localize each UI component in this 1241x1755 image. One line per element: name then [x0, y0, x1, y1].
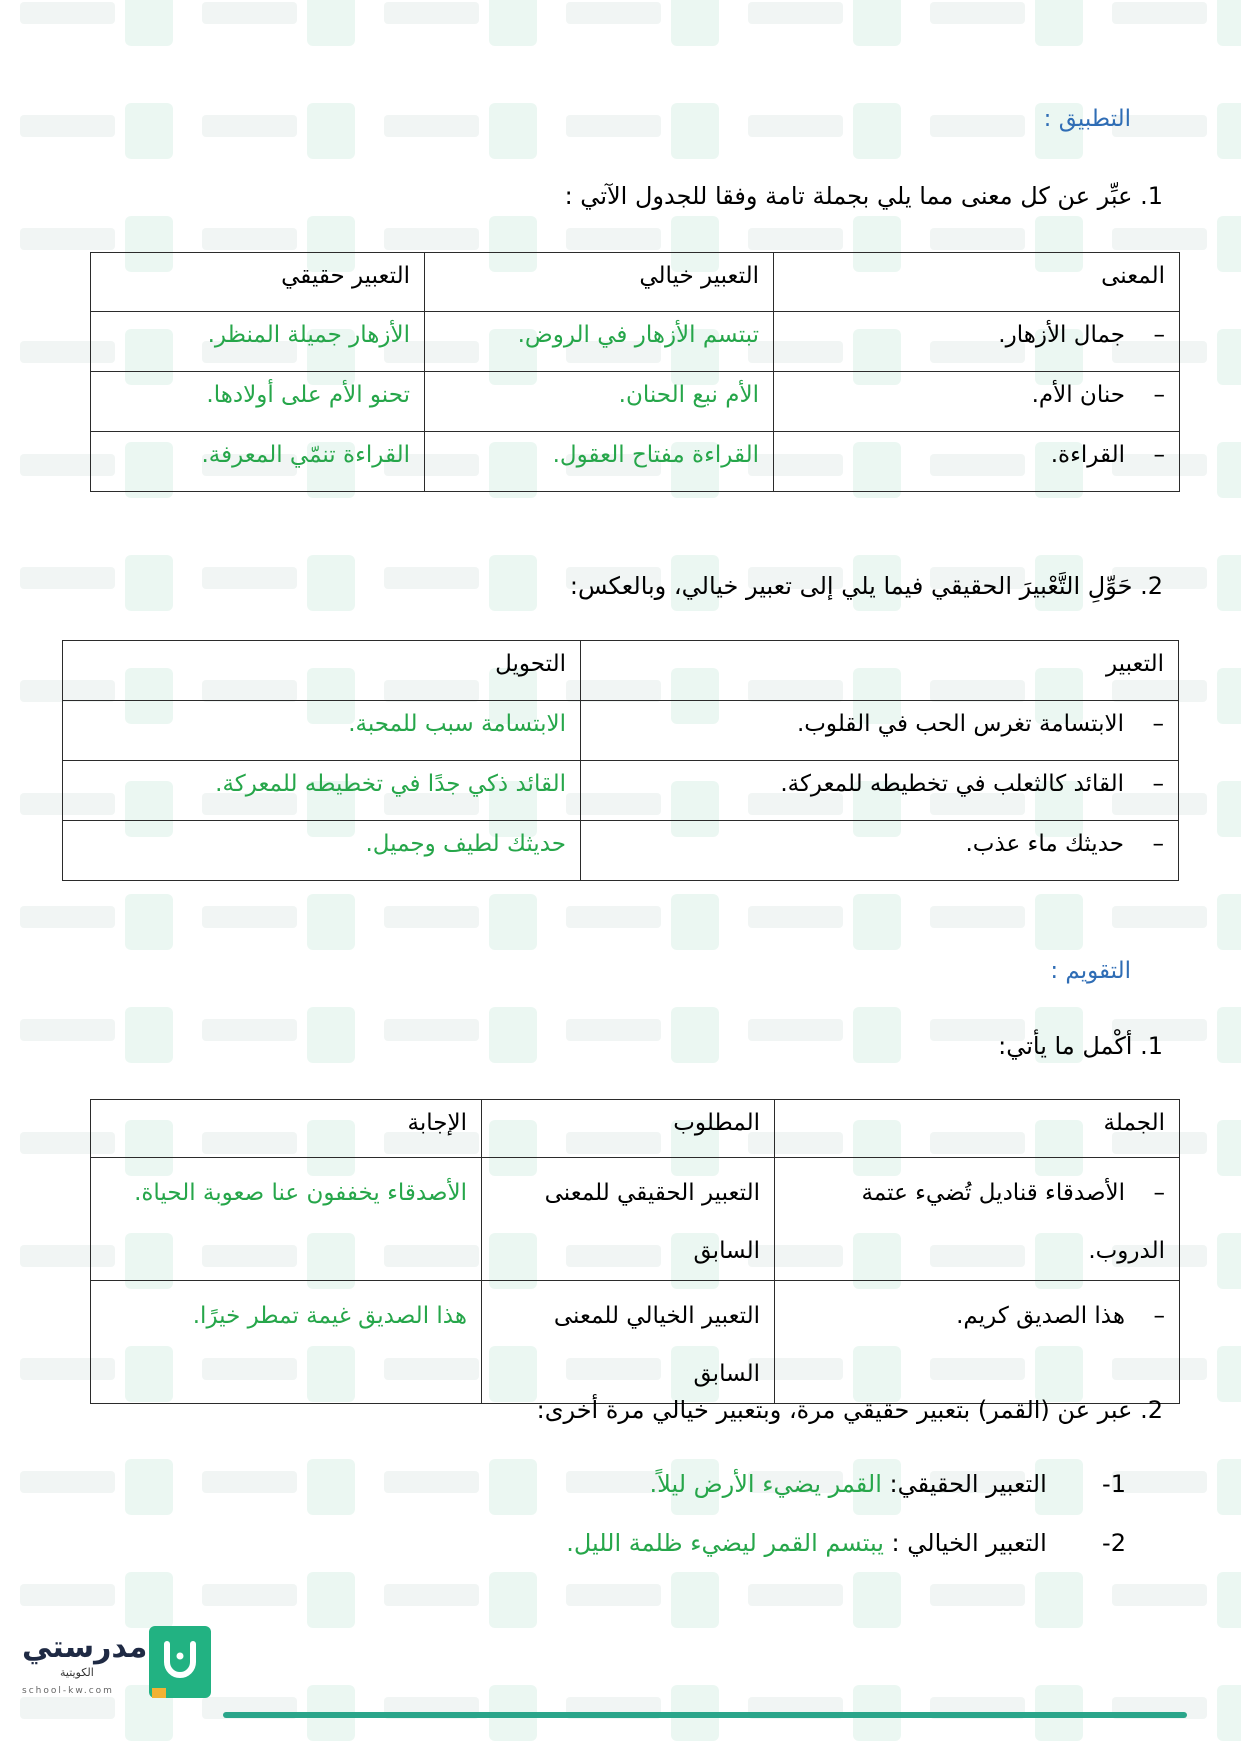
table-row: [63, 761, 1179, 821]
meanings-table: [90, 252, 1180, 492]
conversion-table: [62, 640, 1179, 881]
imaginative-answer: القراءة مفتاح العقول.: [425, 432, 774, 492]
conversion-answer: القائد ذكي جدًا في تخطيطه للمعركة.: [63, 761, 581, 821]
section-heading-evaluation: التقويم :: [1050, 958, 1131, 984]
real-expression-answer: القمر يضيء الأرض ليلاً.: [649, 1470, 882, 1498]
header-meaning: المعنى: [774, 253, 1180, 312]
required-cell: التعبير الخيالي للمعنى السابق: [482, 1281, 775, 1404]
header-sentence: الجملة: [775, 1100, 1180, 1158]
meaning-cell: –جمال الأزهار.: [774, 312, 1180, 372]
table-row: [63, 821, 1179, 881]
header-required: المطلوب: [482, 1100, 775, 1158]
logo-subtitle: الكويتية: [60, 1666, 94, 1679]
completion-table: [90, 1099, 1180, 1404]
real-answer: الأزهار جميلة المنظر.: [91, 312, 425, 372]
table-row: [63, 701, 1179, 761]
expression-cell: –القائد كالثعلب في تخطيطه للمعركة.: [581, 761, 1179, 821]
table-row: [91, 312, 1180, 372]
answer-cell: الأصدقاء يخففون عنا صعوبة الحياة.: [91, 1158, 482, 1281]
meaning-cell: –حنان الأم.: [774, 372, 1180, 432]
imaginative-answer: الأم نبع الحنان.: [425, 372, 774, 432]
evaluation-question-1-text: 1. أكْمل ما يأتي:: [998, 1032, 1163, 1060]
meaning-cell: –القراءة.: [774, 432, 1180, 492]
logo-icon: [149, 1626, 211, 1698]
table-row: [91, 1281, 1180, 1404]
expression-cell: –الابتسامة تغرس الحب في القلوب.: [581, 701, 1179, 761]
header-expression: التعبير: [581, 641, 1179, 701]
question-2-text: 2. حَوِّلِ التَّعْبيرَ الحقيقي فيما يلي إلى تعبير خيالي، وبالعكس:: [569, 572, 1163, 600]
table-row: [91, 1158, 1180, 1281]
expression-cell: –حديثك ماء عذب.: [581, 821, 1179, 881]
header-imaginative: التعبير خيالي: [425, 253, 774, 312]
logo-name: مدرستي: [22, 1630, 148, 1665]
section-heading-application: التطبيق :: [1043, 106, 1131, 132]
footer-divider: [223, 1712, 1187, 1718]
question-1-text: 1. عبِّر عن كل معنى مما يلي بجملة تامة وفقا للجدول الآتي :: [564, 182, 1163, 210]
required-cell: التعبير الحقيقي للمعنى السابق: [482, 1158, 775, 1281]
answer-cell: هذا الصديق غيمة تمطر خيرًا.: [91, 1281, 482, 1404]
real-answer: تحنو الأم على أولادها.: [91, 372, 425, 432]
imaginative-answer: تبتسم الأزهار في الروض.: [425, 312, 774, 372]
list-item: 2- التعبير الخيالي : يبتسم القمر ليضيء ظلمة الليل.: [566, 1529, 1126, 1557]
list-item: 1- التعبير الحقيقي: القمر يضيء الأرض ليلاً.: [649, 1470, 1126, 1498]
conversion-answer: الابتسامة سبب للمحبة.: [63, 701, 581, 761]
header-real: التعبير حقيقي: [91, 253, 425, 312]
header-answer: الإجابة: [91, 1100, 482, 1158]
sentence-cell: –الأصدقاء قناديل تُضيء عتمة الدروب.: [775, 1158, 1180, 1281]
header-conversion: التحويل: [63, 641, 581, 701]
evaluation-question-2-text: 2. عبر عن (القمر) بتعبير حقيقي مرة، وبتعبير خيالي مرة أخرى:: [536, 1396, 1163, 1424]
real-answer: القراءة تنمّي المعرفة.: [91, 432, 425, 492]
sentence-cell: –هذا الصديق كريم.: [775, 1281, 1180, 1404]
conversion-answer: حديثك لطيف وجميل.: [63, 821, 581, 881]
table-row: [91, 432, 1180, 492]
imaginative-expression-answer: يبتسم القمر ليضيء ظلمة الليل.: [566, 1529, 884, 1557]
table-row: [91, 372, 1180, 432]
logo-url: school-kw.com: [22, 1686, 114, 1696]
